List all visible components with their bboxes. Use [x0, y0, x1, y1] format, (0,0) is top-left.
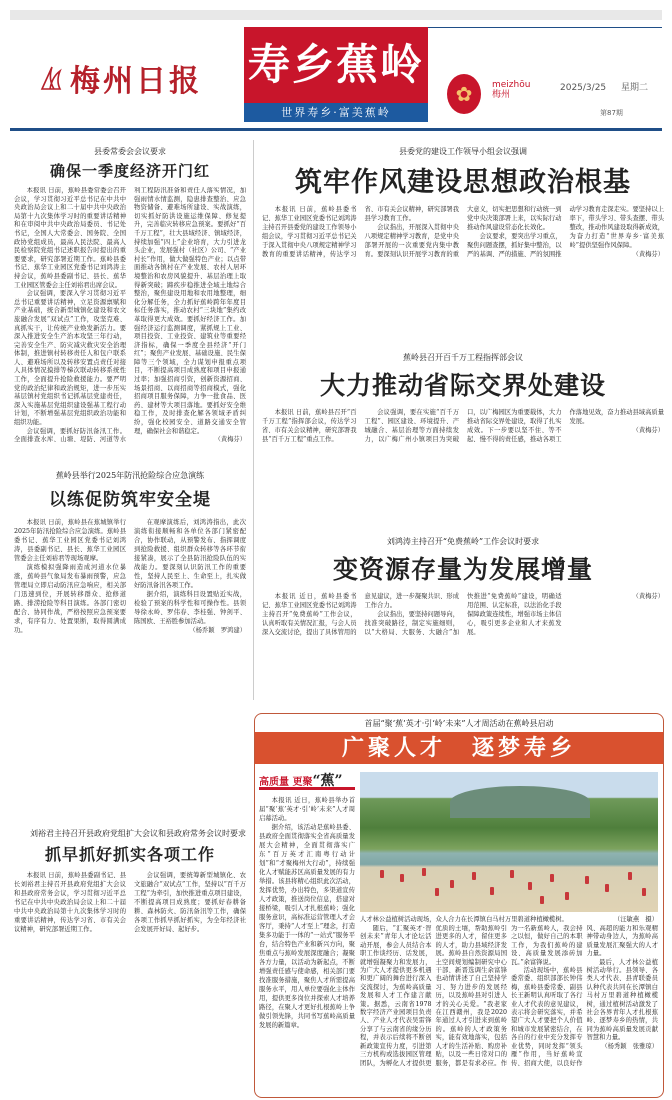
article-kicker: 蕉岭县举行2025年防汛抢险综合应急演练 [55, 471, 205, 480]
byline: （黄梅芬） [632, 593, 664, 600]
paragraph: 最后，人才林公益植树活动举行。县领导、各类人才代表、县青联委员认种代表共同在长潭镇白马村万里碧道种植橄榄树，通过植树活动激发了社会各界青年人才扎根蕉岭、逐梦寿乡的热情，共同为蕉岭高质量发展贡献智慧和力量。 [586, 958, 658, 1042]
photo-caption: 人才林公益植树活动现场，众人合力在长潭镇白马村万里碧道种植橄榄树。 [360, 916, 568, 923]
top-bar [10, 10, 662, 20]
plum-blossom-logo-icon: ✿ [447, 74, 481, 114]
paragraph: 会议强调，要深入学习贯彻习近平总书记重要讲话精神，立足资源禀赋和产业基础，统合新型城镇化建设和农文旅融合发展“双试点”工作，攻坚克难、真抓实干，让传统产业焕发新活力。要深入推进安全生产治本攻坚三年行动，完善安全生产、防灾减灾救灾安全治理体制，推进镇村转移责任人和包户联系人、避难场所以及转移安置点责任对接人具体情况摸排等梯次联动转移系统性工作，全面提升抢险救援能力。要严明党的政治纪律和政治规矩，进一步压实基层镇村党组织书记抓基层党建责任，深入实施基层党组织建设强基工程行动计划，不断增强基层党组织政治功能和组织功能。 [14, 290, 126, 427]
person-figure [422, 868, 426, 876]
paper-name: 梅州日报 [70, 64, 202, 99]
article-headline: 变资源存量为发展增量 [332, 555, 593, 584]
paragraph: 在观摩演练后，刘鸿涛指出，此次演练衔接顺畅和各单位各部门紧密配合，协作联动，从预警发布、指挥调度到抢险救援、组织群众转移等各环节衔接紧凑，展示了全县防汛抢险队伍的实战能力。要深刻认识防汛工作的重要性，坚持人民至上、生命至上，扎实做好防汛备汛各项工作。 [134, 519, 246, 589]
person-figure [435, 888, 439, 896]
city-pinyin: meizhōu [492, 80, 531, 90]
feature-banner: 广聚人才 逐梦寿乡 [255, 732, 663, 764]
article-body [262, 408, 664, 528]
flame-logo-icon [40, 65, 64, 91]
article-kicker: 县委党的建设工作领导小组会议强调 [399, 147, 527, 156]
edition-title: 寿乡蕉岭 [244, 27, 428, 103]
paragraph: 据介绍，该活动是蕉岭县委、县政府全面贯彻落实全省高质量发展大会精神，全面贯彻落实广东“百万英才汇南粤行动计划”和“才聚梅州大行动”，持续强化人才赋能苏区高质量发展的有力举措。该县将精心组织此次活动，发挥优势，办出特色，多渠道宣传人才政策，推送岗位信息，搭建对接桥梁，吸引人才扎根蕉岭；强化服务意识，高标准运营管理人才会客厅，秉持“人才至上”理念，打造集多功能于一体的“一站式”服务平台，结合特色产业和新兴方向，聚焦重点与蕉岭发展深度融合；凝聚各方力量，以活动为新起点，不断增强责任感与使命感，相关部门要找准服务措施，聚焦人才所需提高服务水平，用人单位要强化主体作用，提供更多岗位并探索人才培养路径，在聚人才更好扎根蕉岭上争做引领先锋，共同书写蕉岭高质量发展的新篇章。 [259, 824, 355, 1029]
person-figure [565, 892, 569, 900]
paragraph: 据介绍，演练科目设置贴近实战，检验了预案的科学性和可操作性。县领导徐永岭、罗伟春、李桂强、钟剑平、陈国欧、王裕胜参加活动。 [134, 591, 246, 625]
person-figure [642, 888, 646, 896]
person-figure [550, 874, 554, 882]
byline: （黄梅芬） [632, 427, 664, 434]
paragraph: 会议指出，开展深入贯彻中央八项规定精神学习教育，是党中央部署开展的一次重要党内集中教育。要深刻认识开展学习教育的重大意义，切实把思想和行动统一到党中央决策部署上来，以实际行动推动作风建设常态化长效化。 [364, 206, 562, 258]
column-divider [253, 140, 254, 700]
city-mark [492, 80, 530, 100]
person-figure [585, 876, 589, 884]
feature-body-right [360, 925, 658, 1095]
paragraph: 本报讯 近日，蕉岭县举办首届“聚‘蕉’英才·引‘岭’未来”人才周启幕活动。 [259, 797, 355, 822]
city-name: 梅州 [492, 90, 511, 100]
article-kicker: 刘鸿涛主持召开“免费蕉岭”工作会议时要求 [386, 537, 540, 546]
article-headline: 以练促防筑牢安全堤 [49, 490, 211, 510]
feature-kicker: 首届“聚‘蕉’英才·引‘岭’未来”人才周活动在蕉岭县启动 [364, 719, 554, 728]
paragraph: 本报讯 日前，蕉岭县在蕉城镇举行2025年防汛抢险综合应急演练。蕉岭县委书记、蕉华工业园区党委书记刘鸿涛，县委副书记、县长、蕉华工业园区管委会主任刘裕君等现场观摩。 [14, 519, 126, 562]
photo-caption-row [360, 914, 658, 923]
weekday: 星期二 [621, 83, 649, 93]
paragraph: 会议要求，要突出学习重点，聚焦问题查摆，抓好集中整治，以严的基调、严的措施、严的氛围推动学习教育走深走实。要坚持以上率下，带头学习、带头查摆、带头整改，推动作风建设取得新成效，为奋力打造“世界寿乡·富美蕉岭”提供坚强作风保障。 [467, 206, 664, 258]
paragraph: 本报讯 近日，蕉岭县委书记、蕉华工业园区党委书记刘鸿涛主持召开“免费蕉岭”工作会议，认真听取有关情况汇报，与会人员深入交流讨论，提出了具体管用的意见建议，进一步凝聚共识、形成工作合力。 [262, 593, 459, 636]
byline: （黄梅芬） [632, 251, 664, 258]
article-headline: 抓早抓好抓实各项工作 [44, 845, 215, 864]
issue-number: 第87期 [600, 109, 623, 117]
paragraph: 活动现场中，蕉岭县委常委、组织部部长钟伟梅，蕉岭县委常委、副县长王新明认真听取了各行业人才代表的意见建议，表示将会研究落实，并希望广大人才要把个人价值和城市发展紧密结合，在各自的行业中充分发挥专业优势，同时发挥“领头雁”作用，当好蕉岭宣传、招商大使，以良好作风、高超的能力和乐观精神带动身边人，为蕉岭高质量发展汇聚强大的人才力量。 [511, 925, 658, 1067]
paragraph: 本报讯 日前，蕉岭县召开“百千万工程”指挥部会议，传达学习省、市有关会议精神，研究部署我县“百千万工程”重点工作。 [262, 409, 357, 443]
byline: （黄梅芬） [214, 436, 246, 444]
person-figure [628, 872, 632, 880]
person-figure [380, 870, 384, 878]
date: 2025/3/25 [560, 83, 607, 93]
article-cross-border [262, 352, 664, 528]
person-figure [605, 884, 609, 892]
article-headline: 筑牢作风建设思想政治根基 [295, 167, 631, 198]
article-party-building [262, 146, 664, 346]
masthead-divider [10, 128, 662, 131]
feature-tagline [259, 770, 355, 790]
article-government-meeting [14, 828, 246, 1096]
article-body [14, 871, 246, 1091]
mountain-shape [450, 786, 590, 818]
article-body [14, 518, 246, 792]
person-figure [472, 872, 476, 880]
paragraph: 演练模拟强降雨造成河道水位暴涨，蕉岭县气象局发布暴雨预警，应急管理局立即启动防汛应急响应，相关部门迅速到位，开展转移群众、抢修道路、排涝抢险等科目演练。各部门密切配合、协同作战，严格按照应急预案要求，有序有力、处置果断，取得圆满成功。 [14, 564, 126, 634]
talent-feature-box [254, 713, 664, 1098]
tree-planting-photo [360, 772, 658, 912]
byline: （杨秀颖 张雅琼） [601, 1042, 658, 1050]
paragraph: 会议指出，要坚持问题导向，找准突破路径，制定实施细则，以“大格局、大服务、大融合”加快推进“免费蕉岭”建设，明确适用范围、认定标准，以法治化手段保障政策连续性，增强市场主体信心，吸引更多企业和人才来蕉发展。 [364, 593, 562, 636]
edition-brand [244, 27, 428, 122]
paragraph: 本报讯 日前，蕉岭县委常委会召开会议，学习贯彻习近平总书记在中共中央政治局会议上和二十届中共中央政治局第十九次集体学习时的重要讲话精神和在审阅中共中央政治局委员、书记处书记，全国人大常委会、国务院、全国政协党组成员，最高人民法院、最高人民检察院党组书记述职报告时提出的重要要求，研究部署近期工作。蕉岭县委书记、蕉华工业园区党委书记刘鸿涛主持会议，蕉岭县委副书记、县长、蕉华工业园区管委会主任刘裕君出席会议。 [14, 187, 126, 289]
paragraph: 会议强调，要在实施“百千万工程”、园区建设、环境提升、产城融合、基层治理等方面持续发力，以广梅广州小镇项目为突破口，以广梅园区为重要载体，大力推动省际交界处建设，取得了扎实成效。下一步要以坚不住、等不起、慢不得的责任感，推动各项工作落地见效，奋力推动县域高质量发展。 [364, 409, 664, 443]
person-figure [490, 887, 494, 895]
article-body [14, 187, 246, 463]
article-body [262, 592, 664, 706]
person-figure [450, 880, 454, 888]
article-kicker: 县委常委会会议要求 [94, 147, 166, 156]
article-kicker: 刘裕君主持召开县政府党组扩大会议和县政府常务会议时要求 [30, 829, 246, 838]
feature-body-left [259, 796, 355, 1092]
article-kicker: 蕉岭县召开百千万工程指挥部会议 [403, 353, 523, 362]
person-figure [510, 870, 514, 878]
edition-slogan: 世界寿乡·富美蕉岭 [244, 103, 428, 122]
issue-date [560, 80, 648, 93]
masthead-rule [428, 27, 662, 28]
byline: （杨乔颖 罗鸿建） [189, 627, 246, 634]
tagline-accent: “蕉” [312, 773, 343, 789]
paragraph: 本报讯 日前，蕉岭县委书记、蕉华工业园区党委书记刘鸿涛主持召开县委党的建设工作领导小组会议，学习贯彻习近平总书记关于深入贯彻中央八项规定精神学习教育的重要讲话精神，传达学习省、市有关会议精神，研究部署我县学习教育工作。 [262, 206, 459, 258]
photo-credit: （汪敏燕 摄） [613, 916, 658, 923]
person-figure [540, 896, 544, 904]
article-body [262, 205, 664, 346]
article-free-jiaoling [262, 536, 664, 706]
paragraph: 随后，“汇聚英才·智创未来”青年人才论坛活动开展，参会人员结合本职工作谈经历、话发展，就增强凝聚力和发展力，为广大人才提供更多机遇和更广阔的舞台进行深入交流探讨，为蕉岭高质量发展和人才工作建言献策。据悉，云南省1978数字经济产业园项目负责人、产业人才代表吴雷锋分享了与云南省的缘分历程，并表示后续将不断创新政策宣传力度，引进第三方机构或选拔园区管理团队，为孵化人才提供更优质的土壤，帮助蕉岭引进更多的人才，留住更多的人才，助力县域经济发展。蕉岭县自然资源局国土空间规划编制研究中心干部、新晋选调生余富锋也动情讲述了自己坚持学习、努力进步的发展经历，以及蕉岭县对引进人才的关心关爱。“我老家在江西赣州，我是2020年通过人才引进来到蕉岭的。蕉岭的人才政策务实，能有效地落实，包括人才的生活补贴、购房补贴，以及一些日常对口的服务，都是有求必应。作为一名新蕉岭人，我会持之以恒，做好自己的本职工作，为我们蕉岭的建设、高质量发展添砖加瓦。”余富锋说。 [360, 925, 583, 1067]
person-figure [528, 882, 532, 890]
paragraph: 本报讯 日前，蕉岭县委副书记、县长刘裕君主持召开县政府党组扩大会议和县政府常务会议，学习贯彻习近平总书记在中共中央政治局会议上和二十届中共中央政治局第十九次集体学习时的重要讲话精神，传达学习省、市有关会议精神，研究部署近期工作。 [14, 872, 126, 933]
person-figure [400, 874, 404, 882]
article-headline: 大力推动省际交界处建设 [319, 371, 606, 400]
paper-logo [40, 56, 202, 100]
tagline-text: 高质量 更聚 [259, 777, 313, 788]
article-headline: 确保一季度经济开门红 [49, 162, 210, 180]
article-flood-drill [14, 470, 246, 792]
article-economy [14, 146, 246, 464]
paragraph: 会议强调，要统筹新型城镇化、农文旅融合“双试点”工作，坚持以“百千万工程”为牵引，加快推进重点项目建设，不断提高项目成熟度；要抓好春耕备耕、森林防火、防汛备汛等工作，确保各项工作抓早抓好抓实，为全年经济社会发展开好局、起好步。 [134, 872, 246, 933]
paragraph: 会议强调，要抓好防汛备汛工作。全面排查水库、山塘、堤防、河道等水利工程防汛准备和责任人落实情况，加强雨情水情监测，隐患排查整治、应急物资储备、避难场所建设、实战演练，切实抓好防洪设施运维保障、修复提升，完善临灾转移应急预案。要抓好“百千万工程”，壮大县域经济、镇域经济，持续加强“四上”企业培育，大力引进龙头企业，发展强村（社区）公司、“产业村长”作用，做大做强特色产业；以点带面推动各镇村在产业发展、农村人居环境整治和农房风貌提升、基层治理上取得新突破；蹄疾步稳推进全域土地综合整治，聚焦建设用地和农用地整理，细化分解任务，全力抓好蕉岭跨年年度目标任务落实，推动农村“三块地”集约改革取得更大成效。要抓好经济工作。加强经济运行监测调度，紧抓规上工业、项目投资、工业投资、建筑业等重要经济指标，确保一季度全县经济“开门红”；聚焦产业发展、基础设施、民生保障等三个领域，全力谋划申报重点项目，不断提高项目成熟度和项目申报通过率；加强招商引资，创新资源招商、场景招商、以商招商等招商模式，强化招商项目服务保障，力争一批食品、医药、建材等大项目落地。要抓好安全维稳工作，及时排查化解各领域矛盾纠纷，强化校园安全、道路交通安全管理，确保社会和谐稳定。 [14, 187, 246, 444]
